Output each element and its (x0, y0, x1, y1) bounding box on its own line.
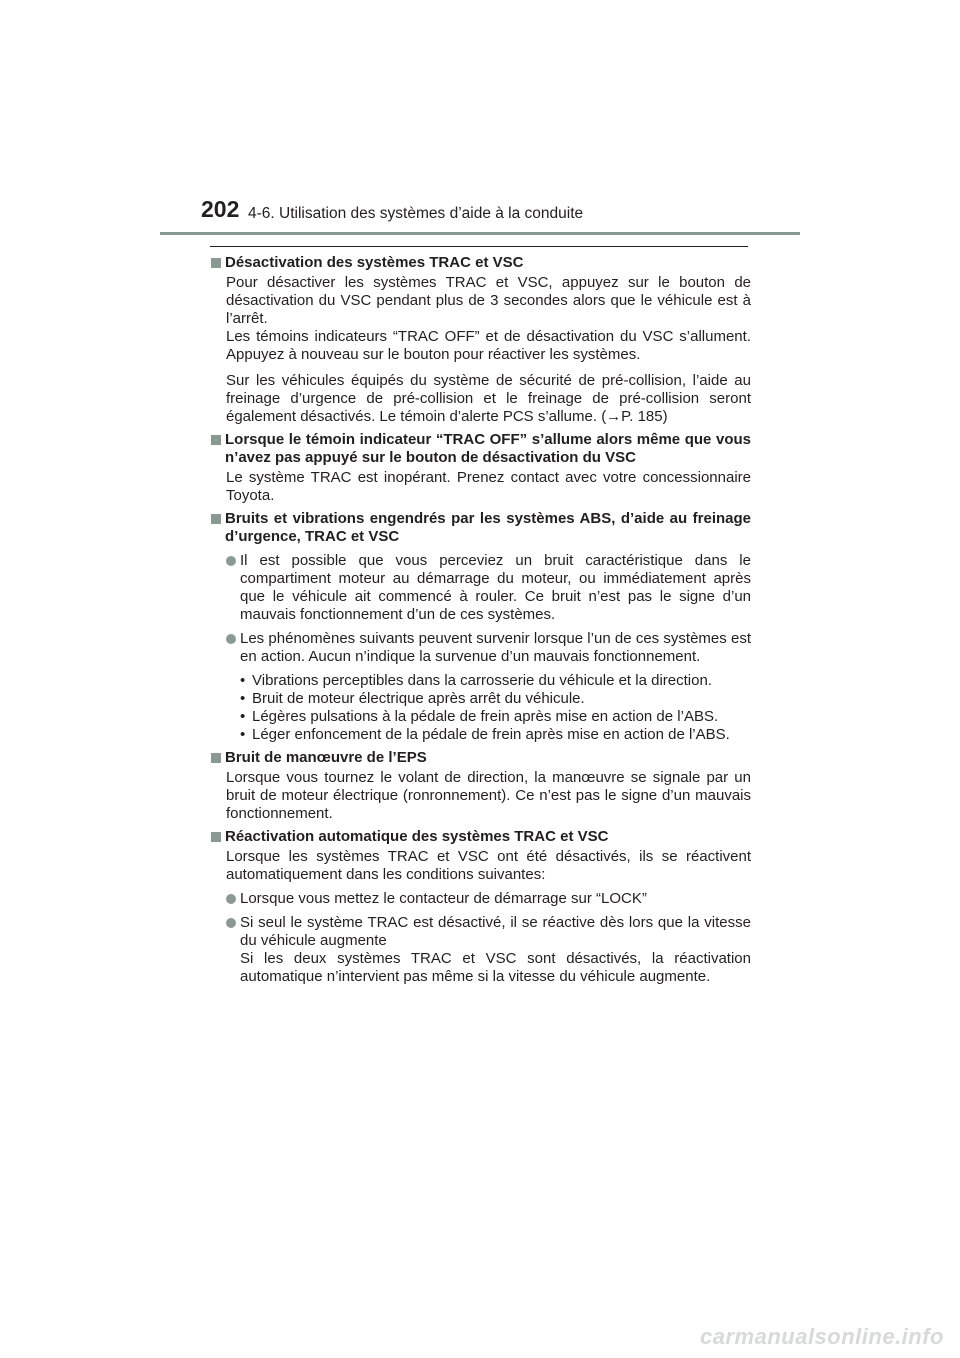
paragraph: Le système TRAC est inopérant. Prenez contact avec votre concessionnaire Toyota. (226, 469, 751, 504)
bullet-text: Il est possible que vous perceviez un bruit caractéristique dans le compartiment moteur au démarrage du moteur, ou immédiatement après que le véhicule ait commencé à rouler. Ce bruit n’est pas le signe d’un mauvais fonctionnement d’un de ces systèmes. (240, 552, 751, 623)
section-heading-text: Désactivation des systèmes TRAC et VSC (225, 254, 524, 271)
square-bullet-icon (211, 514, 221, 524)
paragraph: Lorsque les systèmes TRAC et VSC ont été désactivés, ils se réactivent automatiquement dans les conditions suivantes: (226, 848, 751, 883)
paragraph-text: Pour désactiver les systèmes TRAC et VSC, appuyez sur le bouton de désactivation du VSC pendant plus de 3 secondes alors que le véhicule est à l’arrêt. (226, 274, 751, 327)
list-item: • Vibrations perceptibles dans la carrosserie du véhicule et la direction. (240, 672, 712, 689)
circle-bullet-icon (226, 918, 236, 928)
content-rule (210, 246, 748, 247)
square-bullet-icon (211, 753, 221, 763)
bullet-item (226, 552, 751, 624)
paragraph-text: Les témoins indicateurs “TRAC OFF” et de désactivation du VSC s’allument. Appuyez à nouveau sur le bouton pour réactiver les systèmes. (226, 328, 751, 363)
section-title: 4-6. Utilisation des systèmes d’aide à la conduite (248, 205, 584, 222)
bullet-text: Lorsque vous mettez le contacteur de démarrage sur “LOCK” (240, 890, 647, 907)
section-heading (211, 510, 751, 546)
bullet-text: Les phénomènes suivants peuvent survenir lorsque l’un de ces systèmes est en action. Aucun n’indique la survenue d’un mauvais fonctionnement. (240, 630, 751, 665)
list-item-text: Vibrations perceptibles dans la carrosserie du véhicule et la direction. (252, 672, 712, 689)
circle-bullet-icon (226, 634, 236, 644)
square-bullet-icon (211, 258, 221, 268)
section-heading-text: Réactivation automatique des systèmes TRAC et VSC (225, 828, 609, 845)
circle-bullet-icon (226, 556, 236, 566)
list-item-text: Bruit de moteur électrique après arrêt du véhicule. (252, 690, 585, 707)
sub-list (240, 672, 751, 744)
bullet-text: Si les deux systèmes TRAC et VSC sont désactivés, la réactivation automatique n’intervient pas même si la vitesse du véhicule augmente. (240, 950, 751, 985)
page-content (211, 254, 751, 986)
paragraph: Sur les véhicules équipés du système de sécurité de pré-collision, l’aide au freinage d’urgence de pré-collision et le freinage de pré-collision seront également désactivés. Le témoin d’alerte PCS s’allume. (→P. 185) (226, 372, 751, 425)
list-item-text: Légères pulsations à la pédale de frein après mise en action de l’ABS. (252, 708, 719, 725)
paragraph (226, 274, 751, 364)
page-header (0, 0, 960, 240)
section-heading (211, 749, 751, 767)
section-heading-text: Bruits et vibrations engendrés par les systèmes ABS, d’aide au freinage d’urgence, TRAC et VSC (225, 510, 751, 545)
page-number: 202 (201, 196, 240, 222)
section-heading (211, 254, 751, 272)
circle-bullet-icon (226, 894, 236, 904)
bullet-item (226, 890, 751, 908)
section-heading-text: Lorsque le témoin indicateur “TRAC OFF” s’allume alors même que vous n’avez pas appuyé sur le bouton de désactivation du VSC (225, 431, 751, 466)
section-heading (211, 431, 751, 467)
bullet-text: Si seul le système TRAC est désactivé, il se réactive dès lors que la vitesse du véhicule augmente (240, 914, 751, 949)
list-item: • Légères pulsations à la pédale de frein après mise en action de l’ABS. (240, 708, 719, 725)
watermark-logo: carmanualsonline.info (700, 1324, 944, 1349)
header-rule (160, 232, 800, 235)
square-bullet-icon (211, 435, 221, 445)
list-item-text: Léger enfoncement de la pédale de frein après mise en action de l’ABS. (252, 726, 730, 743)
bullet-item (226, 914, 751, 986)
list-item: • Bruit de moteur électrique après arrêt du véhicule. (240, 690, 585, 707)
paragraph: Lorsque vous tournez le volant de direction, la manœuvre se signale par un bruit de moteur électrique (ronronnement). Ce n’est pas le signe d’un mauvais fonctionnement. (226, 769, 751, 822)
section-heading (211, 828, 751, 846)
square-bullet-icon (211, 832, 221, 842)
bullet-item (226, 630, 751, 666)
section-heading-text: Bruit de manœuvre de l’EPS (225, 749, 427, 766)
list-item: • Léger enfoncement de la pédale de frein après mise en action de l’ABS. (240, 726, 730, 743)
